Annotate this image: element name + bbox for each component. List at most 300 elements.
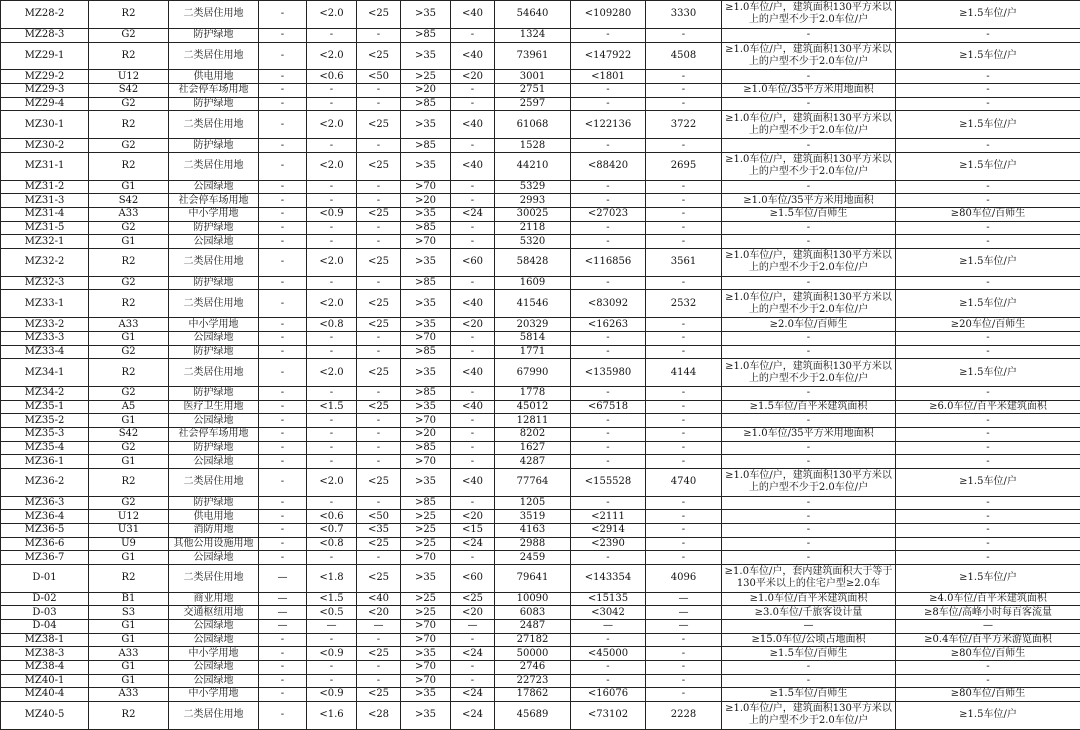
floor-area-cell: <27023 xyxy=(571,208,646,222)
table-row xyxy=(1,111,1080,139)
density-cell: - xyxy=(357,674,401,688)
floor-area-cell: - xyxy=(571,345,646,359)
area-cell: 8202 xyxy=(495,427,571,441)
density-cell: - xyxy=(357,331,401,345)
parking-bike-cell: - xyxy=(896,524,1080,538)
households-cell: - xyxy=(646,688,722,702)
far-cell: <0.6 xyxy=(307,510,357,524)
plot-id-cell: MZ34-1 xyxy=(1,359,89,387)
floor-area-cell: <143354 xyxy=(571,564,646,592)
green-rate-cell: >70 xyxy=(401,331,451,345)
plot-id-cell: MZ28-2 xyxy=(1,1,89,29)
land-use-cell: 医疗卫生用地 xyxy=(169,400,259,414)
col4-cell: - xyxy=(259,524,307,538)
parking-motor-cell: - xyxy=(722,276,896,290)
far-cell: - xyxy=(307,551,357,565)
plot-id-cell: MZ38-4 xyxy=(1,660,89,674)
height-cell: - xyxy=(451,28,495,42)
parking-bike-cell: - xyxy=(896,496,1080,510)
height-cell: <40 xyxy=(451,359,495,387)
floor-area-cell: <67518 xyxy=(571,400,646,414)
plot-id-cell: MZ36-4 xyxy=(1,510,89,524)
plot-id-cell: MZ33-3 xyxy=(1,331,89,345)
land-use-cell: 社会停车场用地 xyxy=(169,427,259,441)
land-use-cell: 二类居住用地 xyxy=(169,468,259,496)
parking-bike-cell: - xyxy=(896,387,1080,401)
table-row xyxy=(1,537,1080,551)
area-cell: 2751 xyxy=(495,84,571,98)
households-cell: 4508 xyxy=(646,42,722,70)
far-cell: <2.0 xyxy=(307,359,357,387)
area-cell: 2597 xyxy=(495,97,571,111)
floor-area-cell: - xyxy=(571,180,646,194)
parking-bike-cell: - xyxy=(896,551,1080,565)
height-cell: — xyxy=(451,620,495,634)
col4-cell: - xyxy=(259,551,307,565)
land-code-cell: A33 xyxy=(89,208,169,222)
plot-id-cell: MZ32-1 xyxy=(1,235,89,249)
floor-area-cell: <116856 xyxy=(571,248,646,276)
height-cell: - xyxy=(451,276,495,290)
parking-motor-cell: ≥1.0车位/户，套内建筑面积大于等于130平米以上的住宅户型≥2.0车 xyxy=(722,564,896,592)
table-row xyxy=(1,674,1080,688)
parking-bike-cell: - xyxy=(896,455,1080,469)
parking-bike-cell: ≥20车位/百师生 xyxy=(896,318,1080,332)
parking-bike-cell: ≥8车位/高峰小时每百客流量 xyxy=(896,606,1080,620)
density-cell: <50 xyxy=(357,70,401,84)
area-cell: 61068 xyxy=(495,111,571,139)
parking-motor-cell: ≥1.0车位/户，建筑面积130平方米以上的户型不少于2.0车位/户 xyxy=(722,468,896,496)
land-code-cell: R2 xyxy=(89,152,169,180)
land-use-cell: 中小学用地 xyxy=(169,318,259,332)
far-cell: - xyxy=(307,496,357,510)
height-cell: <24 xyxy=(451,688,495,702)
floor-area-cell: - xyxy=(571,221,646,235)
col4-cell: - xyxy=(259,248,307,276)
density-cell: <50 xyxy=(357,510,401,524)
far-cell: <0.6 xyxy=(307,70,357,84)
parking-motor-cell: - xyxy=(722,510,896,524)
area-cell: 2459 xyxy=(495,551,571,565)
table-row xyxy=(1,524,1080,538)
floor-area-cell: <122136 xyxy=(571,111,646,139)
land-use-cell: 公园绿地 xyxy=(169,331,259,345)
density-cell: - xyxy=(357,28,401,42)
plot-id-cell: MZ36-3 xyxy=(1,496,89,510)
far-cell: <2.0 xyxy=(307,290,357,318)
area-cell: 45012 xyxy=(495,400,571,414)
area-cell: 2993 xyxy=(495,194,571,208)
parking-bike-cell: - xyxy=(896,276,1080,290)
height-cell: <40 xyxy=(451,111,495,139)
area-cell: 12811 xyxy=(495,414,571,428)
density-cell: - xyxy=(357,139,401,153)
plot-id-cell: MZ29-1 xyxy=(1,42,89,70)
col4-cell: - xyxy=(259,468,307,496)
parking-motor-cell: ≥1.0车位/35平方米用地面积 xyxy=(722,84,896,98)
parking-motor-cell: - xyxy=(722,674,896,688)
far-cell: - xyxy=(307,441,357,455)
area-cell: 79641 xyxy=(495,564,571,592)
floor-area-cell: <45000 xyxy=(571,647,646,661)
land-code-cell: A33 xyxy=(89,647,169,661)
col4-cell: - xyxy=(259,42,307,70)
far-cell: <1.5 xyxy=(307,592,357,606)
households-cell: 2532 xyxy=(646,290,722,318)
parking-motor-cell: ≥1.0车位/户，建筑面积130平方米以上的户型不少于2.0车位/户 xyxy=(722,359,896,387)
plot-id-cell: MZ29-2 xyxy=(1,70,89,84)
table-row xyxy=(1,345,1080,359)
households-cell: - xyxy=(646,633,722,647)
households-cell: 3722 xyxy=(646,111,722,139)
col4-cell: - xyxy=(259,359,307,387)
col4-cell: - xyxy=(259,97,307,111)
parking-bike-cell: ≥80车位/百师生 xyxy=(896,647,1080,661)
households-cell: 2695 xyxy=(646,152,722,180)
area-cell: 1771 xyxy=(495,345,571,359)
far-cell: - xyxy=(307,28,357,42)
floor-area-cell: <135980 xyxy=(571,359,646,387)
far-cell: <1.8 xyxy=(307,564,357,592)
parking-motor-cell: ≥1.5车位/百师生 xyxy=(722,647,896,661)
floor-area-cell: - xyxy=(571,674,646,688)
plot-id-cell: MZ28-3 xyxy=(1,28,89,42)
parking-motor-cell: - xyxy=(722,551,896,565)
table-row xyxy=(1,97,1080,111)
height-cell: - xyxy=(451,551,495,565)
parking-bike-cell: — xyxy=(896,620,1080,634)
households-cell: 3561 xyxy=(646,248,722,276)
land-code-cell: A5 xyxy=(89,400,169,414)
parking-motor-cell: ≥1.0车位/户，建筑面积130平方米以上的户型不少于2.0车位/户 xyxy=(722,152,896,180)
area-cell: 1528 xyxy=(495,139,571,153)
green-rate-cell: >35 xyxy=(401,248,451,276)
floor-area-cell: <16263 xyxy=(571,318,646,332)
parking-bike-cell: - xyxy=(896,70,1080,84)
plot-id-cell: D-02 xyxy=(1,592,89,606)
density-cell: - xyxy=(357,194,401,208)
land-use-cell: 防护绿地 xyxy=(169,221,259,235)
parking-motor-cell: - xyxy=(722,455,896,469)
table-row xyxy=(1,400,1080,414)
plot-id-cell: MZ30-2 xyxy=(1,139,89,153)
height-cell: - xyxy=(451,414,495,428)
parking-bike-cell: - xyxy=(896,510,1080,524)
households-cell: 2228 xyxy=(646,701,722,729)
height-cell: <24 xyxy=(451,537,495,551)
land-use-cell: 交通枢纽用地 xyxy=(169,606,259,620)
land-code-cell: G2 xyxy=(89,139,169,153)
parking-motor-cell: ≥1.0车位/户，建筑面积130平方米以上的户型不少于2.0车位/户 xyxy=(722,248,896,276)
households-cell: - xyxy=(646,400,722,414)
plot-id-cell: MZ36-5 xyxy=(1,524,89,538)
col4-cell: - xyxy=(259,84,307,98)
height-cell: <40 xyxy=(451,290,495,318)
far-cell: <2.0 xyxy=(307,42,357,70)
parking-motor-cell: - xyxy=(722,97,896,111)
floor-area-cell: - xyxy=(571,551,646,565)
green-rate-cell: >35 xyxy=(401,208,451,222)
green-rate-cell: >35 xyxy=(401,42,451,70)
density-cell: <25 xyxy=(357,564,401,592)
parking-bike-cell: ≥0.4车位/百平方米游览面积 xyxy=(896,633,1080,647)
col4-cell: - xyxy=(259,276,307,290)
far-cell: <0.5 xyxy=(307,606,357,620)
households-cell: - xyxy=(646,455,722,469)
parking-motor-cell: ≥3.0车位/千旅客设计量 xyxy=(722,606,896,620)
area-cell: 41546 xyxy=(495,290,571,318)
households-cell: - xyxy=(646,318,722,332)
far-cell: - xyxy=(307,180,357,194)
area-cell: 45689 xyxy=(495,701,571,729)
land-code-cell: G1 xyxy=(89,551,169,565)
land-code-cell: S42 xyxy=(89,194,169,208)
col4-cell: - xyxy=(259,194,307,208)
table-row xyxy=(1,152,1080,180)
plot-id-cell: MZ29-3 xyxy=(1,84,89,98)
parking-bike-cell: - xyxy=(896,194,1080,208)
households-cell: - xyxy=(646,537,722,551)
col4-cell: - xyxy=(259,1,307,29)
height-cell: - xyxy=(451,633,495,647)
green-rate-cell: >20 xyxy=(401,427,451,441)
area-cell: 77764 xyxy=(495,468,571,496)
area-cell: 2118 xyxy=(495,221,571,235)
parking-bike-cell: - xyxy=(896,331,1080,345)
plot-id-cell: MZ35-1 xyxy=(1,400,89,414)
plot-id-cell: MZ36-1 xyxy=(1,455,89,469)
land-use-cell: 二类居住用地 xyxy=(169,564,259,592)
parking-bike-cell: ≥1.5车位/户 xyxy=(896,42,1080,70)
floor-area-cell: - xyxy=(571,84,646,98)
density-cell: <25 xyxy=(357,647,401,661)
land-use-cell: 二类居住用地 xyxy=(169,701,259,729)
land-use-cell: 公园绿地 xyxy=(169,660,259,674)
green-rate-cell: >25 xyxy=(401,537,451,551)
height-cell: - xyxy=(451,455,495,469)
land-code-cell: G2 xyxy=(89,496,169,510)
land-code-cell: R2 xyxy=(89,111,169,139)
table-row xyxy=(1,318,1080,332)
land-use-cell: 二类居住用地 xyxy=(169,359,259,387)
parking-bike-cell: - xyxy=(896,235,1080,249)
table-row xyxy=(1,441,1080,455)
col4-cell: - xyxy=(259,28,307,42)
parking-bike-cell: ≥1.5车位/户 xyxy=(896,359,1080,387)
height-cell: <20 xyxy=(451,510,495,524)
parking-bike-cell: ≥4.0车位/百平米建筑面积 xyxy=(896,592,1080,606)
floor-area-cell: - xyxy=(571,414,646,428)
households-cell: - xyxy=(646,414,722,428)
parking-motor-cell: ≥1.0车位/35平方米用地面积 xyxy=(722,427,896,441)
land-code-cell: G1 xyxy=(89,620,169,634)
table-row xyxy=(1,28,1080,42)
far-cell: - xyxy=(307,345,357,359)
height-cell: <60 xyxy=(451,564,495,592)
density-cell: - xyxy=(357,633,401,647)
height-cell: - xyxy=(451,441,495,455)
far-cell: - xyxy=(307,387,357,401)
height-cell: - xyxy=(451,194,495,208)
area-cell: 2487 xyxy=(495,620,571,634)
floor-area-cell: - xyxy=(571,28,646,42)
land-use-cell: 公园绿地 xyxy=(169,633,259,647)
floor-area-cell: - xyxy=(571,139,646,153)
parking-motor-cell: - xyxy=(722,345,896,359)
area-cell: 2988 xyxy=(495,537,571,551)
green-rate-cell: >35 xyxy=(401,400,451,414)
height-cell: - xyxy=(451,139,495,153)
parking-bike-cell: ≥80车位/百师生 xyxy=(896,208,1080,222)
plot-id-cell: MZ36-6 xyxy=(1,537,89,551)
floor-area-cell: <2111 xyxy=(571,510,646,524)
parking-motor-cell: - xyxy=(722,496,896,510)
households-cell: - xyxy=(646,28,722,42)
height-cell: <20 xyxy=(451,318,495,332)
parking-motor-cell: - xyxy=(722,139,896,153)
density-cell: - xyxy=(357,84,401,98)
parking-bike-cell: ≥1.5车位/户 xyxy=(896,152,1080,180)
floor-area-cell: - xyxy=(571,97,646,111)
area-cell: 10090 xyxy=(495,592,571,606)
far-cell: - xyxy=(307,221,357,235)
households-cell: 4144 xyxy=(646,359,722,387)
land-use-cell: 社会停车场用地 xyxy=(169,84,259,98)
households-cell: 4740 xyxy=(646,468,722,496)
green-rate-cell: >85 xyxy=(401,496,451,510)
land-use-cell: 防护绿地 xyxy=(169,441,259,455)
height-cell: - xyxy=(451,496,495,510)
density-cell: - xyxy=(357,221,401,235)
plot-id-cell: MZ31-1 xyxy=(1,152,89,180)
land-code-cell: G1 xyxy=(89,180,169,194)
plot-id-cell: MZ36-2 xyxy=(1,468,89,496)
land-code-cell: G2 xyxy=(89,28,169,42)
land-use-cell: 公园绿地 xyxy=(169,235,259,249)
parking-bike-cell: - xyxy=(896,441,1080,455)
parking-bike-cell: - xyxy=(896,660,1080,674)
plot-id-cell: MZ33-2 xyxy=(1,318,89,332)
parking-bike-cell: - xyxy=(896,414,1080,428)
households-cell: - xyxy=(646,427,722,441)
households-cell: - xyxy=(646,331,722,345)
parking-motor-cell: ≥15.0车位/公顷占地面积 xyxy=(722,633,896,647)
land-code-cell: G1 xyxy=(89,660,169,674)
land-use-cell: 二类居住用地 xyxy=(169,42,259,70)
plot-id-cell: MZ29-4 xyxy=(1,97,89,111)
parking-bike-cell: - xyxy=(896,97,1080,111)
table-row xyxy=(1,647,1080,661)
land-use-cell: 防护绿地 xyxy=(169,345,259,359)
households-cell: - xyxy=(646,180,722,194)
land-code-cell: R2 xyxy=(89,42,169,70)
parking-motor-cell: ≥1.0车位/户，建筑面积130平方米以上的户型不少于2.0车位/户 xyxy=(722,290,896,318)
land-use-cell: 二类居住用地 xyxy=(169,1,259,29)
land-code-cell: R2 xyxy=(89,290,169,318)
table-row xyxy=(1,701,1080,729)
floor-area-cell: <16076 xyxy=(571,688,646,702)
parking-motor-cell: - xyxy=(722,537,896,551)
green-rate-cell: >85 xyxy=(401,345,451,359)
density-cell: <25 xyxy=(357,400,401,414)
far-cell: <0.7 xyxy=(307,524,357,538)
green-rate-cell: >20 xyxy=(401,84,451,98)
col4-cell: - xyxy=(259,208,307,222)
parking-bike-cell: - xyxy=(896,674,1080,688)
area-cell: 3001 xyxy=(495,70,571,84)
plot-id-cell: MZ33-1 xyxy=(1,290,89,318)
land-code-cell: G2 xyxy=(89,276,169,290)
area-cell: 3519 xyxy=(495,510,571,524)
height-cell: <15 xyxy=(451,524,495,538)
table-row xyxy=(1,208,1080,222)
table-row xyxy=(1,620,1080,634)
households-cell: 3330 xyxy=(646,1,722,29)
green-rate-cell: >20 xyxy=(401,194,451,208)
households-cell: - xyxy=(646,441,722,455)
households-cell: - xyxy=(646,235,722,249)
parking-bike-cell: ≥1.5车位/户 xyxy=(896,564,1080,592)
density-cell: - xyxy=(357,276,401,290)
floor-area-cell: - xyxy=(571,235,646,249)
area-cell: 30025 xyxy=(495,208,571,222)
households-cell: - xyxy=(646,97,722,111)
parking-motor-cell: - xyxy=(722,524,896,538)
floor-area-cell: <83092 xyxy=(571,290,646,318)
land-code-cell: B1 xyxy=(89,592,169,606)
green-rate-cell: >35 xyxy=(401,290,451,318)
density-cell: <25 xyxy=(357,208,401,222)
table-row xyxy=(1,248,1080,276)
density-cell: <25 xyxy=(357,248,401,276)
far-cell: - xyxy=(307,139,357,153)
table-row xyxy=(1,455,1080,469)
table-row xyxy=(1,660,1080,674)
parking-motor-cell: - xyxy=(722,221,896,235)
land-code-cell: R2 xyxy=(89,359,169,387)
height-cell: <40 xyxy=(451,468,495,496)
land-use-cell: 中小学用地 xyxy=(169,208,259,222)
land-use-cell: 防护绿地 xyxy=(169,496,259,510)
green-rate-cell: >85 xyxy=(401,97,451,111)
table-row xyxy=(1,290,1080,318)
parking-motor-cell: - xyxy=(722,414,896,428)
height-cell: <24 xyxy=(451,647,495,661)
parking-bike-cell: ≥1.5车位/户 xyxy=(896,701,1080,729)
col4-cell: - xyxy=(259,455,307,469)
parking-motor-cell: ≥1.5车位/百师生 xyxy=(722,208,896,222)
plot-id-cell: MZ36-7 xyxy=(1,551,89,565)
col4-cell: - xyxy=(259,510,307,524)
area-cell: 22723 xyxy=(495,674,571,688)
land-code-cell: G2 xyxy=(89,345,169,359)
households-cell: - xyxy=(646,70,722,84)
parking-motor-cell: - xyxy=(722,441,896,455)
land-use-cell: 公园绿地 xyxy=(169,455,259,469)
density-cell: - xyxy=(357,235,401,249)
land-use-cell: 消防用地 xyxy=(169,524,259,538)
height-cell: - xyxy=(451,331,495,345)
plot-id-cell: MZ31-2 xyxy=(1,180,89,194)
table-row xyxy=(1,359,1080,387)
density-cell: - xyxy=(357,414,401,428)
table-row xyxy=(1,180,1080,194)
col4-cell: - xyxy=(259,674,307,688)
col4-cell: - xyxy=(259,414,307,428)
green-rate-cell: >35 xyxy=(401,359,451,387)
density-cell: <25 xyxy=(357,152,401,180)
density-cell: <20 xyxy=(357,606,401,620)
